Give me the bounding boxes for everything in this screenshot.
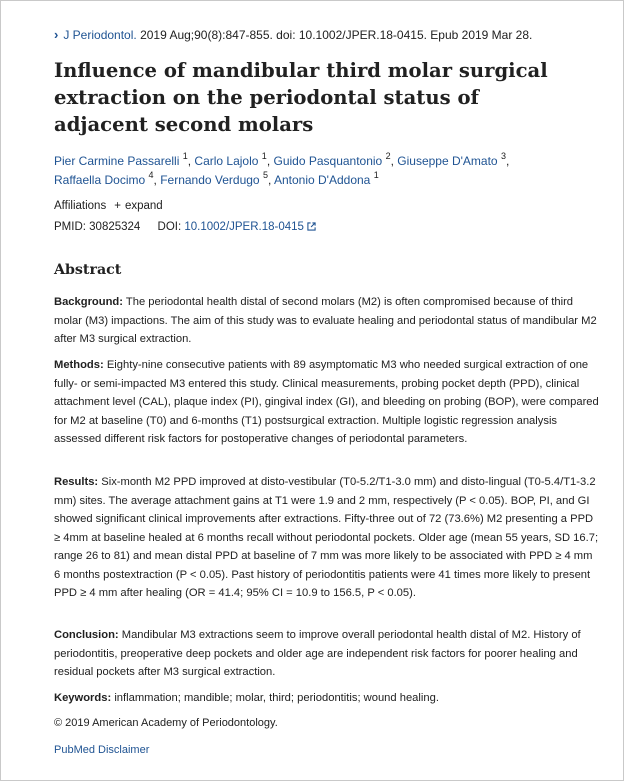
abstract-heading: Abstract — [54, 262, 122, 278]
background-text: The periodontal health distal of second molars (M2) is often compromised because of third molar (M3) impactions. The aim of this study was to evaluate healing and periodontal status of mandibular M2 after M3 surgical extraction. — [54, 296, 597, 345]
author-link[interactable]: Carlo Lajolo — [194, 154, 259, 168]
abstract-background — [54, 293, 599, 349]
author-link[interactable]: Fernando Verdugo — [160, 173, 260, 187]
affiliation-ref[interactable]: 2 — [385, 151, 391, 161]
journal-link[interactable]: J Periodontol. — [63, 28, 137, 42]
methods-label: Methods: — [54, 359, 104, 371]
affiliation-ref[interactable]: 1 — [182, 151, 188, 161]
doi-link[interactable] — [184, 221, 316, 233]
author-link[interactable]: Guido Pasquantonio — [273, 154, 383, 168]
author-link[interactable]: Giuseppe D'Amato — [397, 154, 498, 168]
affiliation-ref[interactable]: 1 — [373, 170, 379, 180]
citation-details: 2019 Aug;90(8):847-855. doi: 10.1002/JPER.18-0415. Epub 2019 Mar 28. — [140, 28, 533, 42]
keywords — [54, 689, 599, 708]
abstract-conclusion — [54, 626, 599, 682]
plus-icon: + — [114, 200, 121, 212]
external-link-icon — [307, 222, 316, 231]
keywords-label: Keywords: — [54, 692, 112, 704]
abstract-methods — [54, 356, 599, 449]
author-link[interactable]: Pier Carmine Passarelli — [54, 154, 180, 168]
results-label: Results: — [54, 476, 99, 488]
affiliation-ref[interactable]: 5 — [262, 170, 268, 180]
methods-text: Eighty-nine consecutive patients with 89 asymptomatic M3 who needed surgical extraction of one fully- or semi-impacted M3 entered this study. Clinical measurements, probing pocket depth (PPD), clinical attachment level (CAL), plaque index (PI), gingival index (GI), and bleeding on probing (BOP), were compared for M2 at baseline (T0) and 6-months (T1) postsurgical extraction. Multiple logistic regression analysis assessed different risk factors for postoperative changes of periodontal parameters. — [54, 359, 599, 445]
conclusion-text: Mandibular M3 extractions seem to improve overall periodontal health distal of M2. History of periodontitis, preoperative deep pockets and older age are independent risk factors for poorer healing and residual pockets after M3 surgical extraction. — [54, 629, 581, 678]
doi-value: 10.1002/JPER.18-0415 — [184, 221, 304, 233]
background-label: Background: — [54, 296, 123, 308]
affiliation-ref[interactable]: 3 — [500, 151, 506, 161]
results-text: Six-month M2 PPD improved at disto-vestibular (T0-5.2/T1-3.0 mm) and disto-lingual (T0-5.4/T1-3.2 mm) sites. The average attachment gains at T1 were 1.9 and 2 mm, respectively (P < 0.05). BOP, PI, and GI showed significant clinical improvements after extractions. Fifty-three out of 72 (73.6%) M2 presenting a PPD ≥ 4mm at baseline healed at 6 months recall without periodontal pockets. Older age (mean 55 years, SD 16.7; range 26 to 81) and mean distal PPD at baseline of 7 mm was more likely to be associated with PPD ≥ 4 mm 6 months postextraction (P < 0.05). Past history of periodontitis patients were 41 times more likely to present PPD ≥ 4 mm after healing (OR = 41.4; 95% CI = 10.9 to 156.5, P < 0.05). — [54, 476, 599, 599]
keywords-text: inflammation; mandible; molar, third; periodontitis; wound healing. — [114, 692, 439, 704]
pubmed-disclaimer-link[interactable]: PubMed Disclaimer — [54, 744, 150, 756]
authors-list: Pier Carmine Passarelli $^1$, Carlo Lajolo $^1$, Guido Pasquantonio $^2$, Giuseppe D'Amato $^3$, Raffaella Docimo $^4$, Fernando Verdugo $^5$, Antonio D'Addona $^1$ — [54, 151, 510, 187]
conclusion-label: Conclusion: — [54, 629, 119, 641]
copyright: © 2019 American Academy of Periodontology. — [54, 717, 278, 729]
author-link[interactable]: Raffaella Docimo — [54, 173, 146, 187]
pmid-value: 30825324 — [89, 221, 141, 233]
doi-label: DOI: — [157, 221, 182, 233]
author-link[interactable]: Antonio D'Addona — [273, 173, 371, 187]
abstract-results — [54, 473, 599, 603]
citation-line — [54, 27, 532, 42]
chevron-right-icon[interactable]: › — [54, 27, 59, 42]
expand-label: expand — [124, 200, 163, 212]
affiliation-ref[interactable]: 1 — [261, 151, 267, 161]
affiliation-ref[interactable]: 4 — [148, 170, 154, 180]
pmid-label: PMID: — [54, 221, 86, 233]
identifiers — [54, 221, 316, 233]
affiliations-label: Affiliations — [54, 200, 107, 212]
affiliations-toggle[interactable] — [54, 200, 163, 212]
article-title: Influence of mandibular third molar surgical extraction on the periodontal status of adjacent second molars — [54, 59, 548, 136]
